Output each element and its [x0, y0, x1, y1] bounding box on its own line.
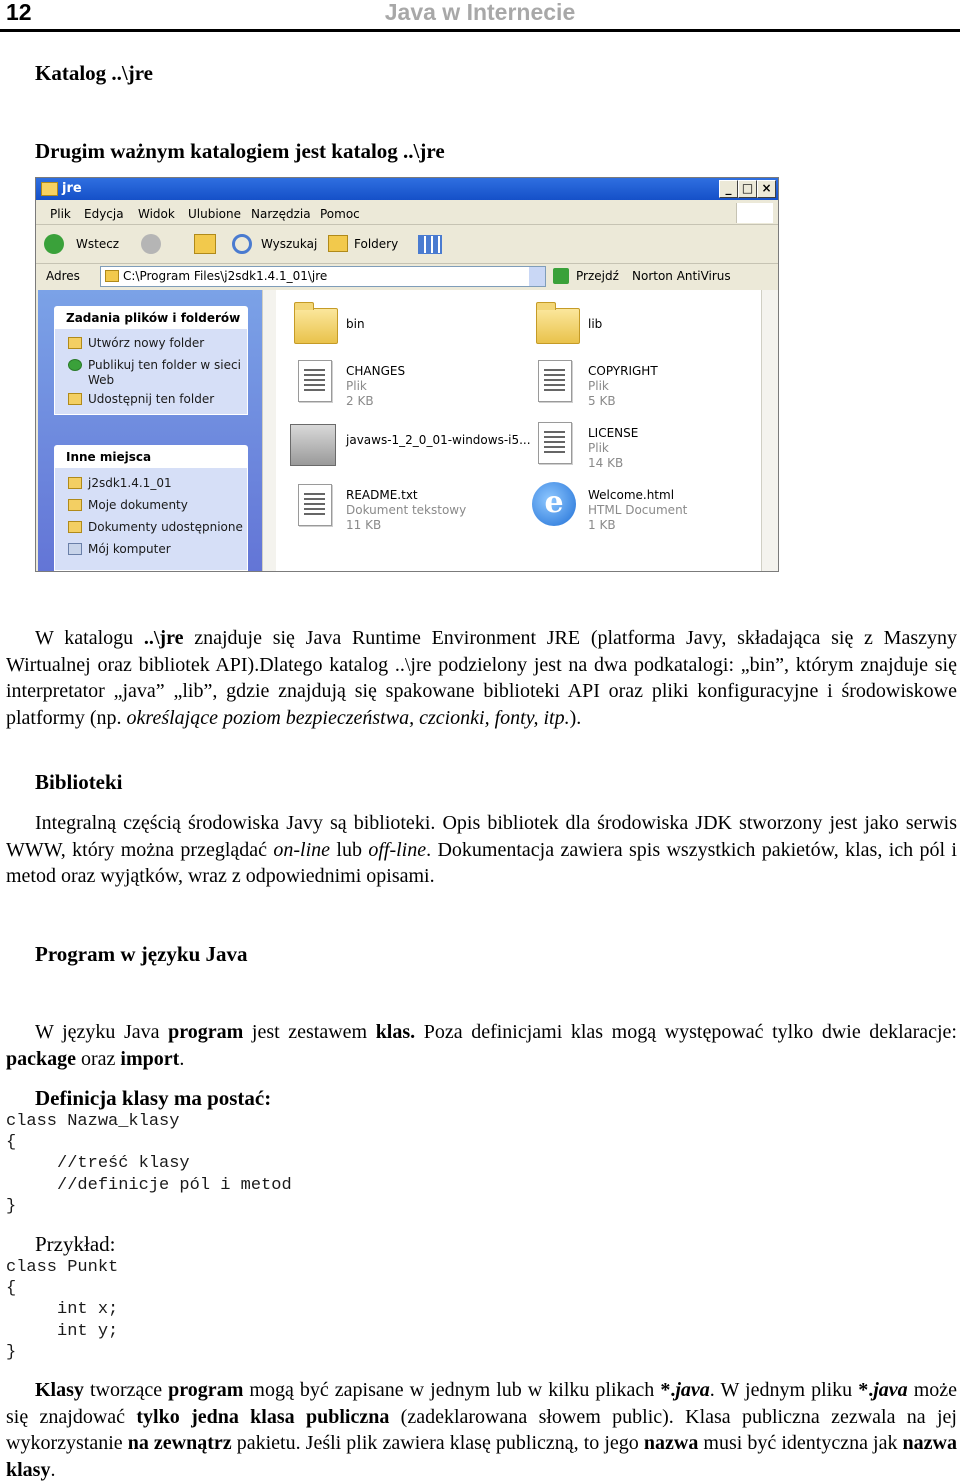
- menu-bar: [36, 202, 778, 225]
- place-my-computer[interactable]: Mój komputer: [68, 542, 171, 556]
- file-item-readme[interactable]: README.txt Dokument tekstowy 11 KB: [346, 488, 467, 532]
- folder-icon[interactable]: [294, 308, 338, 344]
- minimize-button[interactable]: _: [719, 180, 738, 198]
- folders-button[interactable]: Foldery: [354, 237, 399, 251]
- file-item-copyright[interactable]: COPYRIGHT Plik 5 KB: [588, 364, 658, 408]
- maximize-button[interactable]: □: [738, 180, 757, 198]
- windows-logo-icon: [736, 203, 773, 223]
- paragraph-klasy: Klasy tworzące program mogą być zapisane w jednym lub w kilku plikach *.java. W jednym pliku *.java może się znajdować tylko jedna klasa publiczna (zadeklarowana słowem public). Klasa publiczna zezwala na jej wykorzystanie na zewnątrz pakietu. Jeśli plik zawiera klasę publiczną, to jego nazwa musi być identyczna jak nazwa klasy.: [6, 1379, 958, 1481]
- search-icon: [232, 234, 252, 254]
- window-titlebar: [36, 178, 778, 200]
- header-rule: [0, 29, 960, 32]
- file-icon[interactable]: [538, 422, 572, 464]
- globe-icon: [68, 359, 82, 371]
- places-panel-title: Inne miejsca: [66, 450, 152, 464]
- address-label: Adres: [46, 269, 80, 283]
- shared-documents-icon: [68, 521, 82, 533]
- text-document-icon[interactable]: [298, 484, 332, 526]
- explorer-window: [35, 177, 779, 572]
- my-computer-icon: [68, 543, 82, 555]
- section-title-katalog: Katalog ..\jre: [35, 61, 154, 85]
- folder-icon: [105, 270, 119, 282]
- paragraph-program: W języku Java program jest zestawem klas. Poza definicjami klas mogą występować tylko dwie deklaracje: package oraz import.: [6, 1021, 957, 1070]
- internet-explorer-icon[interactable]: e: [532, 482, 576, 526]
- file-item-license[interactable]: LICENSE Plik 14 KB: [588, 426, 639, 470]
- toolbar: [36, 225, 778, 264]
- task-sidebar: [38, 290, 274, 571]
- address-bar: [36, 264, 778, 288]
- folder-icon: [68, 477, 82, 489]
- tasks-panel-body: [54, 329, 248, 415]
- forward-arrow-icon[interactable]: [141, 234, 161, 254]
- section-title-biblioteki: Biblioteki: [35, 770, 123, 794]
- file-item-welcome[interactable]: Welcome.html HTML Document 1 KB: [588, 488, 688, 532]
- go-button[interactable]: Przejdź: [576, 269, 619, 283]
- share-folder-icon: [68, 393, 82, 405]
- folder-icon[interactable]: [536, 308, 580, 344]
- menu-widok[interactable]: Widok: [138, 207, 175, 221]
- menu-plik[interactable]: Plik: [50, 207, 71, 221]
- task-share-folder[interactable]: Udostępnij ten folder: [68, 392, 214, 406]
- paragraph-biblioteki: Integralną częścią środowiska Javy są biblioteki. Opis bibliotek dla środowiska JDK stworzony jest jako serwis WWW, który można przeglądać on-line lub off-line. Dokumentacja zawiera spis wszystkich pakietów, klas, ich pól i metod oraz wyjątków, wraz z odpowiednimi opisami.: [6, 812, 957, 888]
- views-icon[interactable]: [418, 235, 442, 254]
- back-arrow-icon: [44, 234, 64, 254]
- dropdown-arrow-icon[interactable]: [529, 267, 545, 286]
- menu-edycja[interactable]: Edycja: [84, 207, 124, 221]
- menu-ulubione[interactable]: Ulubione: [188, 207, 242, 221]
- place-shared-documents[interactable]: Dokumenty udostępnione: [68, 520, 243, 534]
- sidebar-scrollbar[interactable]: [262, 290, 277, 571]
- paragraph-jre: W katalogu ..\jre znajduje się Java Runtime Environment JRE (platforma Javy, składająca się z Maszyny Wirtualnej oraz bibliotek API).Dlatego katalog ..\jre podzielony jest na dwa podkatalogi: „bin”, którym znajduje się interpretator „java” „lib”, gdzie znajdują się spakowane biblioteki API oraz pliki konfiguracyjne i środowiskowe platformy (np. określające poziom bezpieczeństwa, czcionki, fonty, itp.).: [6, 627, 957, 729]
- up-folder-icon[interactable]: [194, 234, 216, 254]
- menu-pomoc[interactable]: Pomoc: [320, 207, 360, 221]
- folders-icon: [328, 235, 348, 252]
- code-class-template: class Nazwa_klasy { //treść klasy //definicje pól i metod }: [6, 1112, 292, 1216]
- file-item-javaws[interactable]: javaws-1_2_0_01-windows-i5...: [346, 433, 531, 447]
- places-panel-body: [54, 468, 248, 571]
- file-icon[interactable]: [298, 360, 332, 402]
- places-panel-header[interactable]: [54, 445, 248, 468]
- menu-narzedzia[interactable]: Narzędzia: [251, 207, 311, 221]
- code-example-punkt: class Punkt { int x; int y; }: [6, 1258, 119, 1362]
- file-icon[interactable]: [538, 360, 572, 402]
- section-title-program: Program w języku Java: [35, 942, 248, 966]
- section-subtitle-katalog: Drugim ważnym katalogiem jest katalog ..\jre: [35, 139, 445, 163]
- tasks-panel-header[interactable]: [54, 306, 248, 329]
- folder-icon: [41, 182, 58, 196]
- page-number: 12: [6, 0, 32, 25]
- place-j2sdk[interactable]: j2sdk1.4.1_01: [68, 476, 172, 490]
- file-item-lib[interactable]: lib: [588, 317, 603, 331]
- task-publish-folder[interactable]: Publikuj ten folder w sieci: [68, 358, 241, 372]
- przyklad-label: Przykład:: [35, 1232, 116, 1256]
- norton-antivirus-button[interactable]: Norton AntiVirus: [632, 269, 731, 283]
- address-value: C:\Program Files\j2sdk1.4.1_01\jre: [123, 269, 328, 283]
- installer-icon[interactable]: [290, 424, 336, 466]
- definicja-heading: Definicja klasy ma postać:: [35, 1086, 272, 1110]
- new-folder-icon: [68, 337, 82, 349]
- running-header-title: Java w Internecie: [384, 0, 576, 25]
- task-new-folder[interactable]: Utwórz nowy folder: [68, 336, 204, 350]
- go-arrow-icon: [553, 268, 569, 284]
- file-item-bin[interactable]: bin: [346, 317, 365, 331]
- back-button[interactable]: Wstecz: [76, 237, 120, 251]
- file-list: [276, 290, 761, 571]
- place-my-documents[interactable]: Moje dokumenty: [68, 498, 188, 512]
- window-title: jre: [62, 181, 82, 196]
- my-documents-icon: [68, 499, 82, 511]
- content-scrollbar[interactable]: [761, 290, 778, 571]
- close-button[interactable]: ×: [757, 180, 776, 198]
- address-input[interactable]: [100, 266, 546, 287]
- file-item-changes[interactable]: CHANGES Plik 2 KB: [346, 364, 406, 408]
- task-publish-folder-web[interactable]: Web: [88, 373, 115, 387]
- tasks-panel-title: Zadania plików i folderów: [66, 311, 241, 325]
- search-button[interactable]: Wyszukaj: [261, 237, 318, 251]
